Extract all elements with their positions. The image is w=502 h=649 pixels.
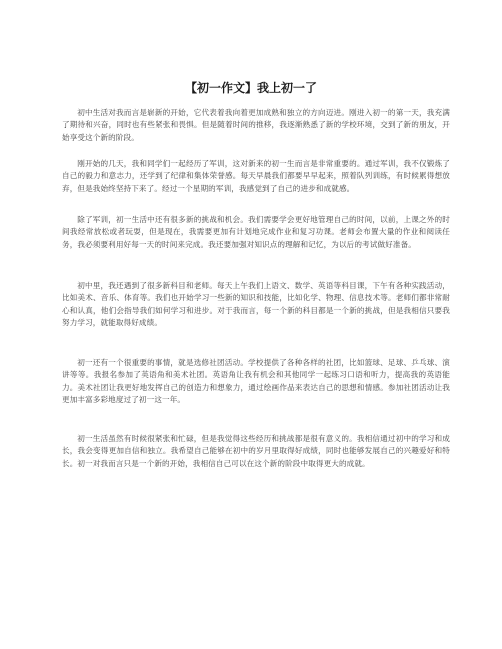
document-title: 【初一作文】我上初一了 [184,81,317,95]
paragraph-6: 初一生活虽然有时候很紧张和忙碌，但是我觉得这些经历和挑战都是很有意义的。我相信通过初中的学习和成长，我会变得更加自信和独立。我希望自己能够在初中的岁月里取得好成绩，同时也能够发展自己的兴趣爱好和特长。初一对我而言只是一个新的开始，我相信自己可以在这个新的阶段中取得更大的成就。 [62,434,450,468]
paragraph-1: 初中生活对我而言是崭新的开始，它代表着我向着更加成熟和独立的方向迈进。刚进入初一的第一天，我充满了期待和兴奋，同时也有些紧张和畏惧。但是随着时间的推移，我逐渐熟悉了新的学校环境，交到了新的朋友，开始享受这个新的阶段。 [62,108,450,142]
paragraph-3: 除了军训，初一生活中还有很多新的挑战和机会。我们需要学会更好地管理自己的时间，以前，上课之外的时间我经常放松或者玩耍，但是现在，我需要更加有计划地完成作业和复习功课。老师会布置大量的作业和阅读任务，我必须要利用好每一天的时间来完成。我还要加强对知识点的理解和记忆，为以后的考试做好准备。 [62,215,450,249]
paragraph-4: 初中里，我还遇到了很多新科目和老师。每天上午我们上语文、数学、英语等科目课，下午有各种实践活动，比如美术、音乐、体育等。我们也开始学习一些新的知识和技能，比如化学、物理、信息技术等。老师们都非常耐心和认真，他们会指导我们如何学习和进步。对于我而言，每一个新的科目都是一个新的挑战，但是我相信只要我努力学习，就能取得好成绩。 [62,281,450,328]
paragraph-5: 初一还有一个很重要的事情，就是选修社团活动。学校提供了各种各样的社团，比如篮球、足球、乒乓球、演讲等等。我报名参加了英语角和美术社团。英语角让我有机会和其他同学一起练习口语和听力，提高我的英语能力。美术社团让我更好地发挥自己的创造力和想象力，通过绘画作品来表达自己的思想和情感。参加社团活动让我更加丰富多彩地度过了初一这一年。 [62,358,450,405]
paragraph-2: 刚开始的几天，我和同学们一起经历了军训，这对新来的初一生而言是非常重要的。通过军训，我不仅锻炼了自己的毅力和意志力，还学到了纪律和集体荣誉感。每天早晨我们都要早早起来，照着队列训练，有时候累得想放弃，但是我始终坚持下来了。经过一个星期的军训，我感觉到了自己的进步和成就感。 [62,159,450,193]
